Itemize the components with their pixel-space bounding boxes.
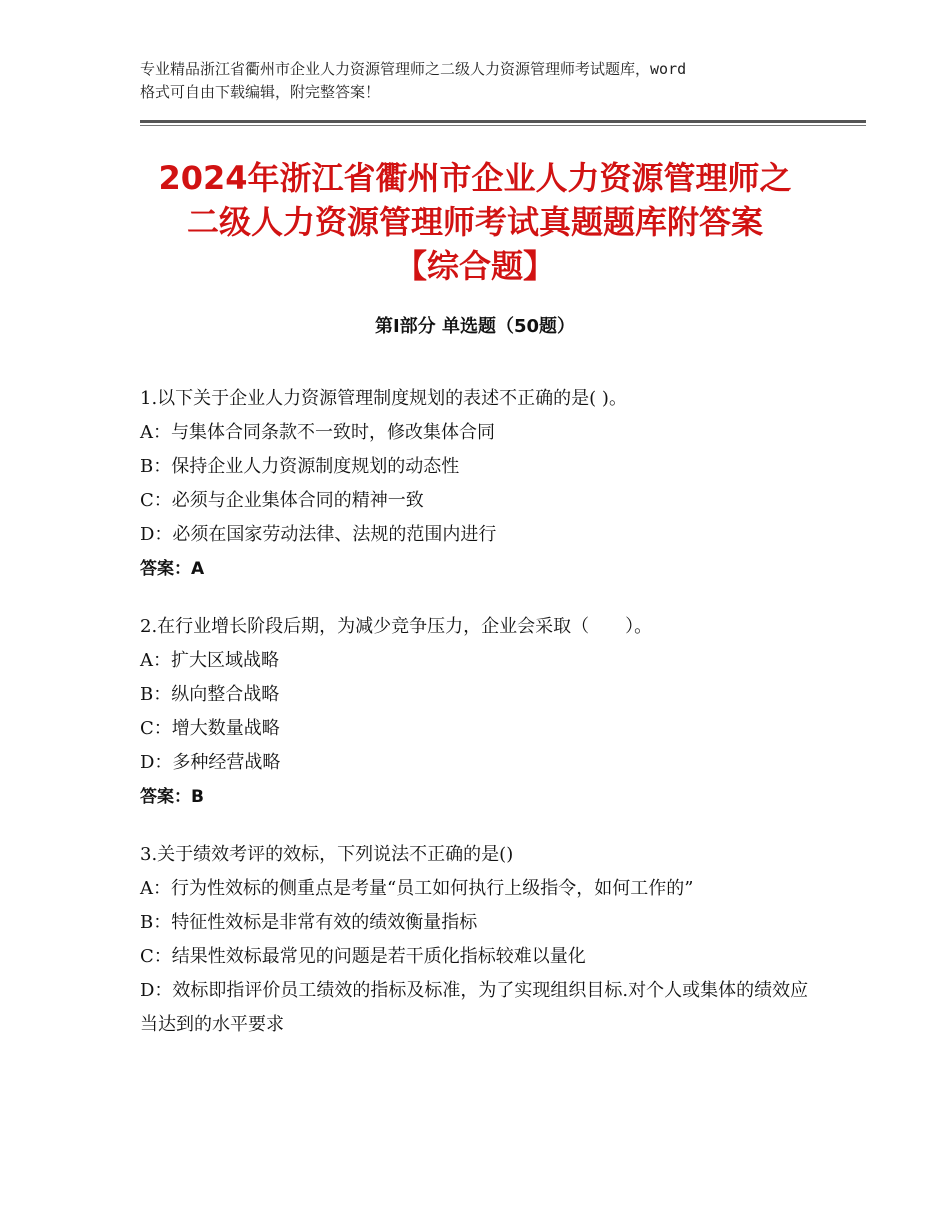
option-d: D：多种经营战略 <box>140 752 281 773</box>
option-b: B：保持企业人力资源制度规划的动态性 <box>140 456 460 477</box>
question-stem: 2.在行业增长阶段后期，为减少竞争压力，企业会采取（ ）。 <box>140 616 653 637</box>
question-1 <box>140 382 810 586</box>
option-a: A：与集体合同条款不一致时，修改集体合同 <box>140 422 495 443</box>
question-stem: 3.关于绩效考评的效标，下列说法不正确的是() <box>140 844 514 865</box>
document-header-note <box>140 58 830 104</box>
option-d: D：必须在国家劳动法律、法规的范围内进行 <box>140 524 497 545</box>
header-note-line-1: 专业精品浙江省衢州市企业人力资源管理师之二级人力资源管理师考试题库，word <box>140 60 687 78</box>
option-c: C：结果性效标最常见的问题是若干质化指标较难以量化 <box>140 946 586 967</box>
title-line-3: 【综合题】 <box>394 247 555 285</box>
option-a: A：扩大区域战略 <box>140 650 279 671</box>
question-3 <box>140 838 810 1042</box>
header-note-line-2: 格式可自由下载编辑，附完整答案！ <box>140 83 381 101</box>
title-line-2: 二级人力资源管理师考试真题题库附答案 <box>186 203 763 241</box>
option-a: A：行为性效标的侧重点是考量“员工如何执行上级指令，如何工作的” <box>140 878 694 899</box>
title-line-1: 2024年浙江省衢州市企业人力资源管理师之 <box>158 159 792 197</box>
section-heading: 第Ⅰ部分 单选题（50题） <box>374 316 575 337</box>
answer-label: 答案：A <box>140 559 205 579</box>
header-divider-thick <box>140 120 866 123</box>
option-d: D：效标即指评价员工绩效的指标及标准，为了实现组织目标.对个人或集体的绩效应当达到的水平要求 <box>140 980 809 1035</box>
question-list <box>140 382 810 1066</box>
answer-label: 答案：B <box>140 787 204 807</box>
header-divider-thin <box>140 125 866 126</box>
question-stem: 1.以下关于企业人力资源管理制度规划的表述不正确的是( )。 <box>140 388 627 409</box>
option-c: C：必须与企业集体合同的精神一致 <box>140 490 424 511</box>
question-2 <box>140 610 810 814</box>
option-b: B：特征性效标是非常有效的绩效衡量指标 <box>140 912 478 933</box>
option-b: B：纵向整合战略 <box>140 684 280 705</box>
header-divider <box>140 120 866 126</box>
document-title <box>120 156 830 288</box>
option-c: C：增大数量战略 <box>140 718 280 739</box>
